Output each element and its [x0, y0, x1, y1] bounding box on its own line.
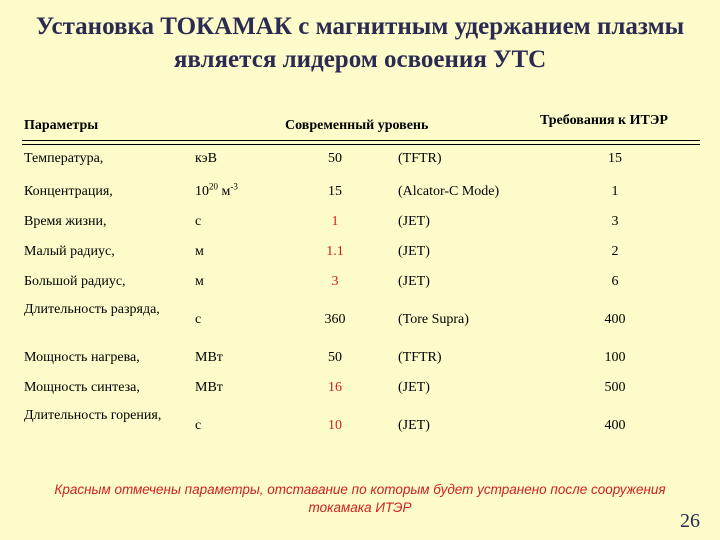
row-device: (TFTR): [398, 350, 442, 365]
row-parameter-name: Длительность горения,: [24, 408, 162, 423]
row-unit: [195, 349, 223, 366]
row-unit: [195, 311, 201, 328]
unit-base: м: [195, 244, 204, 259]
row-iter-requirement: 400: [604, 418, 626, 433]
table-row: [0, 379, 720, 409]
unit-exponent-2: -3: [230, 181, 238, 192]
row-current-value: 1.1: [326, 244, 344, 259]
row-current-value: 50: [328, 350, 342, 365]
row-device: (Alcator-C Mode): [398, 184, 500, 199]
row-iter-requirement: 1: [611, 184, 619, 199]
row-unit: [195, 243, 204, 260]
table-row: [0, 243, 720, 273]
header-current-level: Современный уровень: [285, 118, 429, 133]
row-current-value: 50: [328, 151, 342, 166]
table-row: [0, 183, 720, 213]
table-row: [0, 408, 720, 438]
row-device: (JET): [398, 274, 430, 289]
row-iter-requirement: 100: [604, 350, 626, 365]
row-iter-requirement: 2: [611, 244, 619, 259]
header-rule-bottom: [22, 144, 700, 145]
row-current-value: 16: [328, 380, 342, 395]
row-device: (JET): [398, 418, 430, 433]
unit-base: кэВ: [195, 151, 217, 166]
unit-base: с: [195, 214, 202, 229]
row-parameter-name: Длительность разряда,: [24, 302, 160, 317]
row-unit: [195, 183, 238, 200]
table-row: [0, 213, 720, 243]
row-parameter-name: Малый радиус,: [24, 244, 115, 259]
page-number: 26: [680, 510, 700, 532]
unit-base: с: [195, 312, 202, 327]
header-parameters: Параметры: [24, 118, 99, 133]
row-current-value: 10: [328, 418, 342, 433]
row-device: (JET): [398, 214, 430, 229]
unit-exponent: 20: [209, 181, 218, 192]
row-device: (TFTR): [398, 151, 442, 166]
table-row: [0, 302, 720, 332]
row-iter-requirement: 500: [604, 380, 626, 395]
row-parameter-name: Время жизни,: [24, 214, 107, 229]
row-parameter-name: Мощность нагрева,: [24, 350, 140, 365]
row-current-value: 360: [324, 312, 346, 327]
header-iter-requirements: Требования к ИТЭР: [540, 113, 668, 128]
table-row: [0, 150, 720, 180]
row-parameter-name: Мощность синтеза,: [24, 380, 140, 395]
footnote: Красным отмечены параметры, отставание по которым будет устранено после сооружения токамака ИТЭР: [54, 482, 666, 515]
row-parameter-name: Большой радиус,: [24, 274, 126, 289]
row-unit: [195, 213, 201, 230]
row-unit: [195, 417, 201, 434]
row-unit: [195, 273, 204, 290]
row-device: (Tore Supra): [398, 312, 469, 327]
row-parameter-name: Температура,: [24, 151, 104, 166]
row-iter-requirement: 6: [611, 274, 619, 289]
row-unit: [195, 150, 217, 167]
slide-title: Установка ТОКАМАК с магнитным удержанием плазмы является лидером освоения УТС: [35, 13, 685, 73]
row-parameter-name: Концентрация,: [24, 184, 113, 199]
table-row: [0, 273, 720, 303]
row-iter-requirement: 3: [611, 214, 619, 229]
header-rule-top: [22, 140, 700, 141]
row-iter-requirement: 400: [604, 312, 626, 327]
unit-base: с: [195, 418, 202, 433]
unit-base: МВт: [195, 350, 223, 365]
unit-base: МВт: [195, 380, 223, 395]
row-iter-requirement: 15: [608, 151, 622, 166]
row-current-value: 15: [328, 184, 342, 199]
unit-base: 10: [195, 184, 209, 199]
unit-base: м: [195, 274, 204, 289]
unit-tail: м: [218, 184, 231, 199]
table-row: [0, 349, 720, 379]
row-device: (JET): [398, 380, 430, 395]
row-current-value: 1: [331, 214, 339, 229]
row-unit: [195, 379, 223, 396]
row-current-value: 3: [331, 274, 339, 289]
row-device: (JET): [398, 244, 430, 259]
